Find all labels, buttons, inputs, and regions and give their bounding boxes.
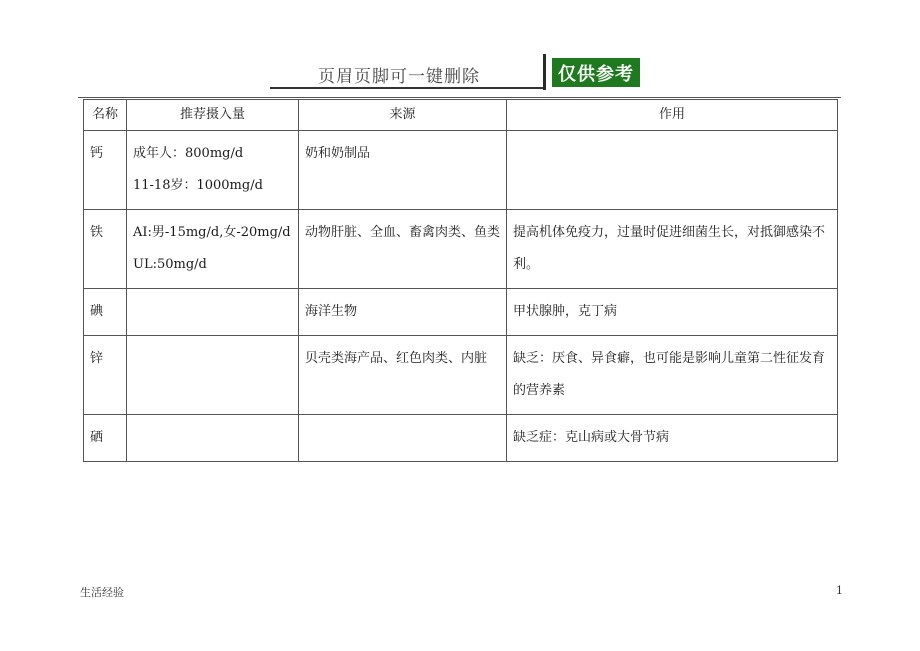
cell-name: 铁 — [84, 210, 127, 289]
cell-name: 钙 — [84, 131, 127, 210]
table-row — [84, 289, 838, 336]
table-row — [84, 210, 838, 289]
intake-line: 11-18岁：1000mg/d — [133, 178, 263, 193]
cell-name: 碘 — [84, 289, 127, 336]
cell-source — [299, 415, 507, 462]
col-header-source: 来源 — [299, 100, 507, 131]
page-rule — [78, 97, 841, 98]
cell-effect: 缺乏：厌食、异食癖，也可能是影响儿童第二性征发育的营养素 — [507, 336, 838, 415]
table-row — [84, 415, 838, 462]
table-row — [84, 336, 838, 415]
cell-source: 贝壳类海产品、红色肉类、内脏 — [299, 336, 507, 415]
cell-effect: 提高机体免疫力，过量时促进细菌生长，对抵御感染不利。 — [507, 210, 838, 289]
header-text: 页眉页脚可一键删除 — [318, 67, 480, 87]
intake-line: UL:50mg/d — [133, 257, 207, 272]
header-divider — [543, 54, 546, 90]
cell-effect: 甲状腺肿，克丁病 — [507, 289, 838, 336]
cell-name: 硒 — [84, 415, 127, 462]
cell-intake — [127, 210, 299, 289]
cell-intake — [127, 336, 299, 415]
table-row — [84, 131, 838, 210]
cell-effect — [507, 131, 838, 210]
cell-source: 动物肝脏、全血、畜禽肉类、鱼类 — [299, 210, 507, 289]
cell-effect: 缺乏症：克山病或大骨节病 — [507, 415, 838, 462]
col-header-effect: 作用 — [507, 100, 838, 131]
page-number: 1 — [836, 584, 843, 597]
intake-line: AI:男-15mg/d,女-20mg/d — [133, 225, 291, 240]
cell-source: 奶和奶制品 — [299, 131, 507, 210]
cell-intake — [127, 289, 299, 336]
page-header — [0, 0, 920, 100]
col-header-name: 名称 — [84, 100, 127, 131]
cell-source: 海洋生物 — [299, 289, 507, 336]
header-underline — [270, 87, 546, 89]
reference-badge: 仅供参考 — [552, 58, 640, 87]
cell-name: 锌 — [84, 336, 127, 415]
cell-intake — [127, 415, 299, 462]
cell-intake — [127, 131, 299, 210]
intake-line: 成年人：800mg/d — [133, 146, 244, 161]
table-header-row — [84, 100, 838, 131]
footer-label: 生活经验 — [80, 586, 124, 599]
nutrition-table — [83, 99, 838, 462]
col-header-intake: 推荐摄入量 — [127, 100, 299, 131]
